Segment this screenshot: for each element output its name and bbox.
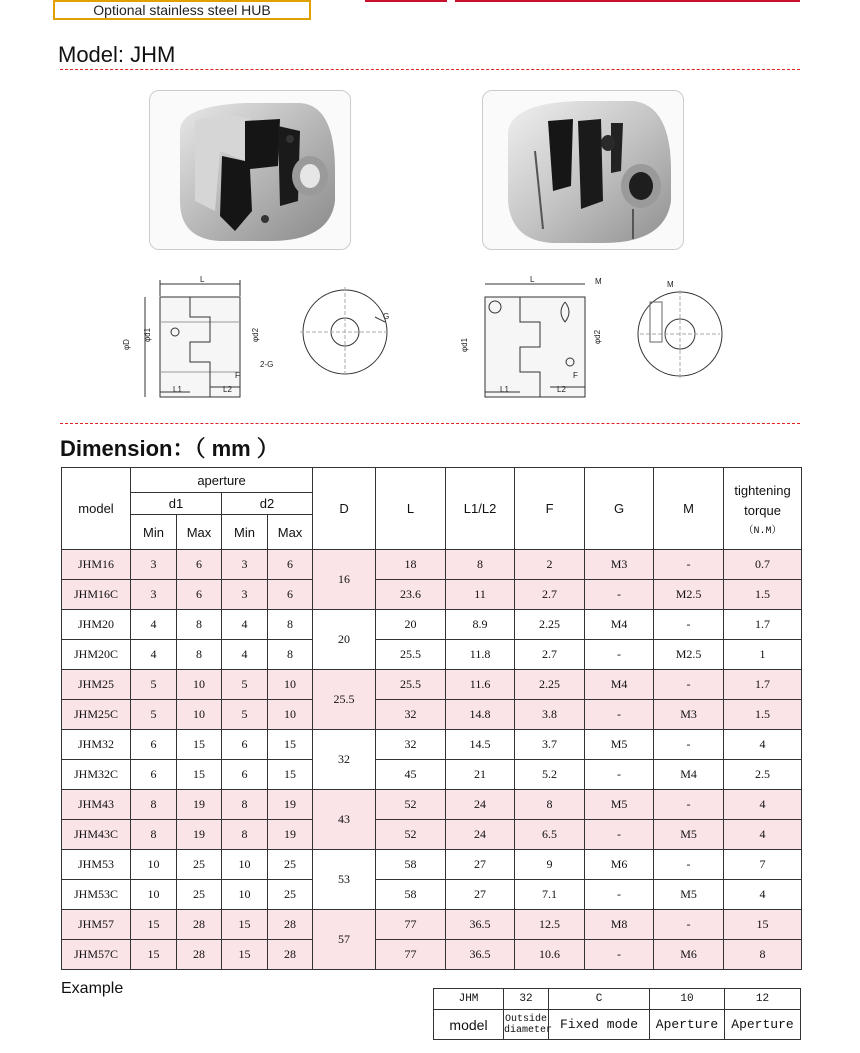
- cell-d2-min: 4: [222, 610, 268, 640]
- cell-L: 77: [376, 940, 446, 970]
- dim-label-G: G: [383, 312, 390, 321]
- cell-torque: 8: [724, 940, 802, 970]
- cell-d1-max: 28: [177, 940, 222, 970]
- cell-torque: 1.7: [724, 610, 802, 640]
- header-model: model: [62, 468, 131, 550]
- cell-d2-max: 19: [268, 820, 313, 850]
- cell-F: 9: [515, 850, 585, 880]
- cell-torque: 4: [724, 820, 802, 850]
- cell-L1L2: 24: [446, 790, 515, 820]
- dim-label-L: L: [200, 275, 205, 284]
- table-row: [62, 610, 802, 640]
- cell-L1L2: 21: [446, 760, 515, 790]
- cell-model: JHM25C: [62, 700, 131, 730]
- cell-L1L2: 11.8: [446, 640, 515, 670]
- cell-model: JHM32: [62, 730, 131, 760]
- cell-G: -: [585, 700, 654, 730]
- cell-model: JHM57C: [62, 940, 131, 970]
- cell-d1-max: 8: [177, 610, 222, 640]
- cell-d2-max: 28: [268, 910, 313, 940]
- header-L: L: [376, 468, 446, 550]
- dim-label-2G: 2-G: [260, 360, 274, 369]
- header-D: D: [313, 468, 376, 550]
- cell-L1L2: 24: [446, 820, 515, 850]
- cell-F: 2: [515, 550, 585, 580]
- table-row: [62, 550, 802, 580]
- cell-model: JHM53: [62, 850, 131, 880]
- header-G: G: [585, 468, 654, 550]
- clamp-label-F: F: [573, 371, 578, 380]
- cell-G: M6: [585, 850, 654, 880]
- dimension-table: [61, 467, 802, 970]
- table-row: [62, 790, 802, 820]
- cell-L1L2: 11.6: [446, 670, 515, 700]
- clamp-label-L: L: [530, 275, 535, 284]
- header-d2-min: Min: [222, 515, 268, 550]
- cell-M: M2.5: [654, 580, 724, 610]
- header-torque-unit: （N.M）: [743, 525, 782, 537]
- header-torque-label: tightening torque: [734, 482, 791, 518]
- cell-L: 32: [376, 700, 446, 730]
- cell-F: 7.1: [515, 880, 585, 910]
- hub-option-badge: Optional stainless steel HUB: [53, 0, 311, 20]
- table-row: [62, 850, 802, 880]
- cell-model: JHM16C: [62, 580, 131, 610]
- cell-L: 77: [376, 910, 446, 940]
- cell-d2-max: 19: [268, 790, 313, 820]
- product-photo-clamp: [482, 90, 684, 250]
- cell-L1L2: 8.9: [446, 610, 515, 640]
- cell-d2-min: 6: [222, 730, 268, 760]
- cell-M: -: [654, 790, 724, 820]
- cell-d1-min: 10: [131, 880, 177, 910]
- cell-d2-min: 5: [222, 670, 268, 700]
- cell-L1L2: 14.8: [446, 700, 515, 730]
- example-code-fixed: C: [549, 989, 650, 1010]
- cell-torque: 4: [724, 880, 802, 910]
- header-d2-max: Max: [268, 515, 313, 550]
- cell-G: M4: [585, 670, 654, 700]
- cell-M: -: [654, 670, 724, 700]
- cell-d2-max: 8: [268, 640, 313, 670]
- cell-torque: 1: [724, 640, 802, 670]
- cell-model: JHM43C: [62, 820, 131, 850]
- example-table: [433, 988, 801, 1040]
- cell-d1-min: 5: [131, 670, 177, 700]
- cell-d1-min: 15: [131, 940, 177, 970]
- cell-torque: 1.5: [724, 700, 802, 730]
- dim-label-d1: φd1: [143, 327, 152, 342]
- cell-G: M3: [585, 550, 654, 580]
- header-torque: [724, 468, 802, 550]
- cell-L: 23.6: [376, 580, 446, 610]
- dim-label-F: F: [235, 371, 240, 380]
- cell-L: 58: [376, 880, 446, 910]
- cell-G: -: [585, 880, 654, 910]
- header-L1L2: L1/L2: [446, 468, 515, 550]
- cell-L: 25.5: [376, 670, 446, 700]
- cell-d1-max: 25: [177, 850, 222, 880]
- cell-D: 16: [313, 550, 376, 610]
- cell-F: 5.2: [515, 760, 585, 790]
- cell-F: 2.25: [515, 670, 585, 700]
- cell-d1-max: 25: [177, 880, 222, 910]
- cell-model: JHM25: [62, 670, 131, 700]
- cell-G: -: [585, 760, 654, 790]
- cell-M: M5: [654, 820, 724, 850]
- cell-G: -: [585, 640, 654, 670]
- cell-G: -: [585, 940, 654, 970]
- cell-L: 18: [376, 550, 446, 580]
- dimension-title: Dimension：（ mm ）: [60, 436, 279, 461]
- table-row: [62, 700, 802, 730]
- product-photo-jaw: [149, 90, 351, 250]
- cell-model: JHM43: [62, 790, 131, 820]
- cell-d1-max: 15: [177, 760, 222, 790]
- cell-D: 32: [313, 730, 376, 790]
- example-meaning-diameter: Outside diameter: [504, 1010, 549, 1040]
- cell-d2-min: 4: [222, 640, 268, 670]
- cell-M: -: [654, 550, 724, 580]
- cell-d2-min: 15: [222, 940, 268, 970]
- cell-F: 3.7: [515, 730, 585, 760]
- cell-d1-max: 6: [177, 580, 222, 610]
- cell-G: M4: [585, 610, 654, 640]
- cell-F: 12.5: [515, 910, 585, 940]
- table-row: [62, 580, 802, 610]
- cell-L: 45: [376, 760, 446, 790]
- cell-D: 53: [313, 850, 376, 910]
- cell-D: 20: [313, 610, 376, 670]
- header-aperture: aperture: [131, 468, 313, 493]
- cell-F: 2.7: [515, 640, 585, 670]
- example-code-model: JHM: [434, 989, 504, 1010]
- cell-G: -: [585, 820, 654, 850]
- clamp-label-L2: L2: [557, 385, 566, 394]
- cell-d2-min: 3: [222, 580, 268, 610]
- cell-F: 3.8: [515, 700, 585, 730]
- cell-torque: 4: [724, 730, 802, 760]
- cell-torque: 1.5: [724, 580, 802, 610]
- header-d1-min: Min: [131, 515, 177, 550]
- clamp-label-M: M: [595, 277, 602, 286]
- example-meaning-aperture1: Aperture: [650, 1010, 725, 1040]
- table-row: [62, 760, 802, 790]
- cell-d2-min: 8: [222, 790, 268, 820]
- cell-d2-max: 28: [268, 940, 313, 970]
- clamp-label-M-end: M: [667, 280, 674, 289]
- technical-drawing-clamp: [455, 262, 745, 407]
- cell-L1L2: 27: [446, 880, 515, 910]
- example-code-diameter: 32: [504, 989, 549, 1010]
- cell-M: M2.5: [654, 640, 724, 670]
- cell-L1L2: 14.5: [446, 730, 515, 760]
- cell-L1L2: 8: [446, 550, 515, 580]
- cell-M: M5: [654, 880, 724, 910]
- table-row: [62, 820, 802, 850]
- cell-d1-max: 8: [177, 640, 222, 670]
- header-d1-max: Max: [177, 515, 222, 550]
- cell-d2-max: 15: [268, 760, 313, 790]
- dim-label-L2: L2: [223, 385, 232, 394]
- cell-d2-min: 15: [222, 910, 268, 940]
- clamp-label-d2: φd2: [593, 329, 602, 344]
- cell-D: 43: [313, 790, 376, 850]
- cell-model: JHM16: [62, 550, 131, 580]
- cell-model: JHM32C: [62, 760, 131, 790]
- cell-F: 8: [515, 790, 585, 820]
- cell-G: M5: [585, 790, 654, 820]
- top-red-rule-right: [455, 0, 800, 2]
- cell-d1-min: 8: [131, 820, 177, 850]
- cell-model: JHM53C: [62, 880, 131, 910]
- cell-L: 20: [376, 610, 446, 640]
- clamp-label-L1: L1: [500, 385, 509, 394]
- cell-F: 2.25: [515, 610, 585, 640]
- cell-d1-min: 4: [131, 640, 177, 670]
- cell-d1-max: 19: [177, 820, 222, 850]
- cell-d2-min: 5: [222, 700, 268, 730]
- cell-d1-max: 15: [177, 730, 222, 760]
- cell-d1-max: 6: [177, 550, 222, 580]
- cell-d2-max: 6: [268, 580, 313, 610]
- cell-d2-min: 10: [222, 850, 268, 880]
- cell-d2-max: 8: [268, 610, 313, 640]
- cell-torque: 1.7: [724, 670, 802, 700]
- table-row: [62, 640, 802, 670]
- cell-M: -: [654, 730, 724, 760]
- header-d2: d2: [222, 493, 313, 515]
- cell-d2-min: 10: [222, 880, 268, 910]
- cell-d1-max: 10: [177, 700, 222, 730]
- dim-label-D: φD: [122, 339, 131, 350]
- cell-d2-max: 25: [268, 850, 313, 880]
- cell-model: JHM20: [62, 610, 131, 640]
- cell-M: M3: [654, 700, 724, 730]
- cell-d1-max: 28: [177, 910, 222, 940]
- cell-M: M6: [654, 940, 724, 970]
- cell-D: 57: [313, 910, 376, 970]
- cell-d2-max: 25: [268, 880, 313, 910]
- cell-d1-min: 6: [131, 760, 177, 790]
- clamp-label-d1: φd1: [460, 337, 469, 352]
- table-row: [62, 880, 802, 910]
- cell-L1L2: 36.5: [446, 910, 515, 940]
- table-row: [62, 940, 802, 970]
- cell-d1-min: 5: [131, 700, 177, 730]
- cell-L1L2: 11: [446, 580, 515, 610]
- cell-d1-min: 6: [131, 730, 177, 760]
- cell-d1-min: 3: [131, 550, 177, 580]
- dim-label-d2: φd2: [251, 327, 260, 342]
- header-M: M: [654, 468, 724, 550]
- cell-M: -: [654, 910, 724, 940]
- cell-F: 6.5: [515, 820, 585, 850]
- cell-torque: 0.7: [724, 550, 802, 580]
- cell-M: -: [654, 610, 724, 640]
- technical-drawing-jaw: [115, 262, 405, 407]
- cell-d1-max: 10: [177, 670, 222, 700]
- cell-d2-max: 15: [268, 730, 313, 760]
- header-F: F: [515, 468, 585, 550]
- example-code-aperture2: 12: [725, 989, 801, 1010]
- cell-d2-min: 8: [222, 820, 268, 850]
- cell-torque: 2.5: [724, 760, 802, 790]
- cell-d1-min: 10: [131, 850, 177, 880]
- cell-torque: 4: [724, 790, 802, 820]
- cell-d1-max: 19: [177, 790, 222, 820]
- cell-F: 10.6: [515, 940, 585, 970]
- cell-G: M8: [585, 910, 654, 940]
- cell-d2-max: 10: [268, 670, 313, 700]
- cell-model: JHM57: [62, 910, 131, 940]
- cell-M: -: [654, 850, 724, 880]
- cell-d1-min: 8: [131, 790, 177, 820]
- cell-model: JHM20C: [62, 640, 131, 670]
- cell-d1-min: 15: [131, 910, 177, 940]
- table-row: [62, 910, 802, 940]
- example-meaning-model: model: [434, 1010, 504, 1040]
- cell-d2-max: 10: [268, 700, 313, 730]
- example-code-aperture1: 10: [650, 989, 725, 1010]
- cell-L: 25.5: [376, 640, 446, 670]
- cell-L1L2: 27: [446, 850, 515, 880]
- cell-L: 52: [376, 820, 446, 850]
- cell-L1L2: 36.5: [446, 940, 515, 970]
- cell-d2-min: 6: [222, 760, 268, 790]
- cell-L: 58: [376, 850, 446, 880]
- cell-L: 32: [376, 730, 446, 760]
- example-label: Example: [61, 980, 124, 997]
- table-row: [62, 730, 802, 760]
- cell-d1-min: 4: [131, 610, 177, 640]
- cell-G: -: [585, 580, 654, 610]
- cell-M: M4: [654, 760, 724, 790]
- cell-d1-min: 3: [131, 580, 177, 610]
- top-red-rule-left: [365, 0, 447, 2]
- header-d1: d1: [131, 493, 222, 515]
- model-title: Model: JHM: [58, 42, 176, 67]
- example-meaning-fixed: Fixed mode: [549, 1010, 650, 1040]
- cell-d2-min: 3: [222, 550, 268, 580]
- cell-G: M5: [585, 730, 654, 760]
- example-meaning-aperture2: Aperture: [725, 1010, 801, 1040]
- table-row: [62, 670, 802, 700]
- cell-F: 2.7: [515, 580, 585, 610]
- dashed-divider-mid: [60, 423, 800, 424]
- cell-D: 25.5: [313, 670, 376, 730]
- cell-L: 52: [376, 790, 446, 820]
- dashed-divider-top: [60, 69, 800, 70]
- cell-torque: 15: [724, 910, 802, 940]
- cell-torque: 7: [724, 850, 802, 880]
- cell-d2-max: 6: [268, 550, 313, 580]
- dim-label-L1: L1: [173, 385, 182, 394]
